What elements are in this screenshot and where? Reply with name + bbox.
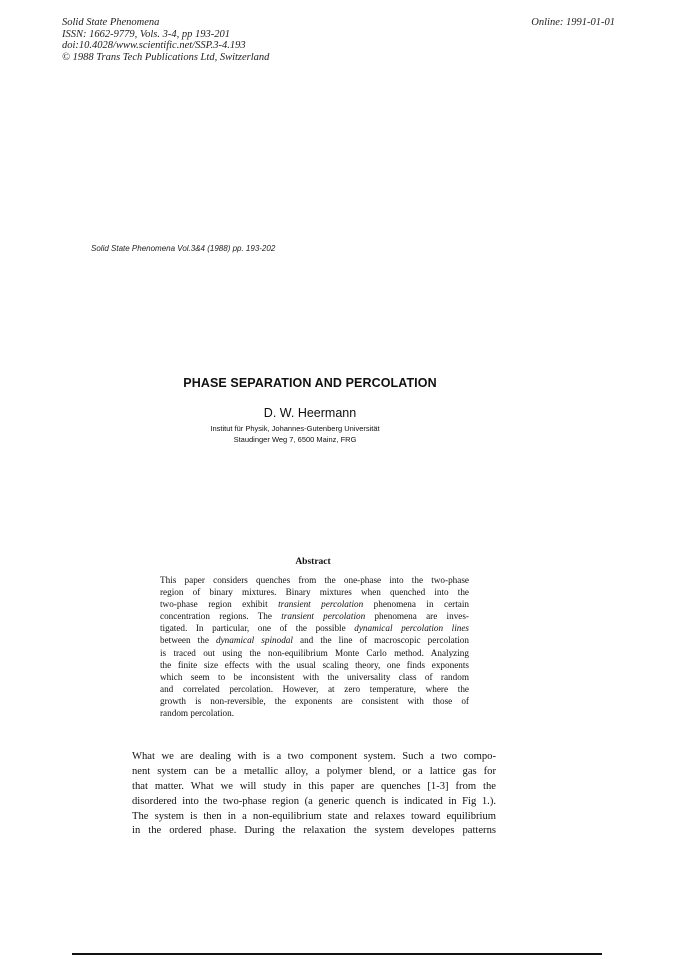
abstract-line: random percolation.	[160, 708, 234, 719]
abstract-heading: Abstract	[295, 557, 331, 567]
body-line: What we are dealing with is a two component system. Such a two compo-	[132, 751, 496, 762]
body-line: disordered into the two-phase region (a generic quench is indicated in Fig 1.).	[132, 795, 496, 807]
body-paragraph	[132, 750, 496, 839]
paper-author: D. W. Heermann	[263, 406, 357, 420]
citation-line: Solid State Phenomena Vol.3&4 (1988) pp. 193-202	[91, 244, 276, 253]
journal-name: Solid State Phenomena	[62, 17, 160, 28]
abstract-line: tigated. In particular, one of the possible dynamical percolation lines	[160, 623, 470, 634]
body-line: The system is then in a non-equilibrium state and relaxes toward equilibrium	[132, 810, 496, 822]
journal-metadata	[62, 17, 269, 63]
doi-line[interactable]: doi:10.4028/www.scientific.net/SSP.3-4.193	[62, 40, 246, 51]
body-line: that matter. What we will study in this paper are quenches [1-3] from the	[132, 780, 496, 792]
abstract-line: region of binary mixtures. Binary mixtures when quenched into the	[160, 587, 469, 598]
footer-rule	[72, 953, 602, 955]
body-line: in the ordered phase. During the relaxation the system developes patterns	[132, 825, 496, 837]
issn-line: ISSN: 1662-9779, Vols. 3-4, pp 193-201	[62, 28, 230, 40]
abstract-line: This paper considers quenches from the one-phase into the two-phase	[160, 575, 469, 585]
abstract-line: growth is non-reversible, the exponents are consistent with those of	[160, 695, 469, 706]
affiliation-line-2: Staudinger Weg 7, 6500 Mainz, FRG	[233, 435, 357, 444]
abstract-line: and correlated percolation. However, at zero temperature, where the	[160, 683, 469, 694]
abstract-line: is traced out using the non-equilibrium Monte Carlo method. Analyzing	[160, 647, 469, 658]
abstract-line: which seem to be inconsistent with the universality class of random	[160, 671, 469, 682]
abstract-line: concentration regions. The transient percolation phenomena are inves-	[160, 611, 469, 622]
abstract-line: between the dynamical spinodal and the line of macroscopic percolation	[160, 635, 469, 646]
online-date: Online: 1991-01-01	[531, 17, 615, 28]
abstract-line: two-phase region exhibit transient percolation phenomena in certain	[160, 599, 469, 610]
body-line: nent system can be a metallic alloy, a polymer blend, or a lattice gas for	[132, 765, 496, 777]
abstract-line: the finite size effects with the usual scaling theory, one finds exponents	[160, 659, 469, 670]
paper-title: PHASE SEPARATION AND PERCOLATION	[183, 376, 437, 390]
affiliation-line-1: Institut für Physik, Johannes-Gutenberg Universität	[210, 424, 380, 433]
copyright-line: © 1988 Trans Tech Publications Ltd, Switzerland	[62, 51, 270, 63]
abstract-body	[160, 574, 469, 719]
